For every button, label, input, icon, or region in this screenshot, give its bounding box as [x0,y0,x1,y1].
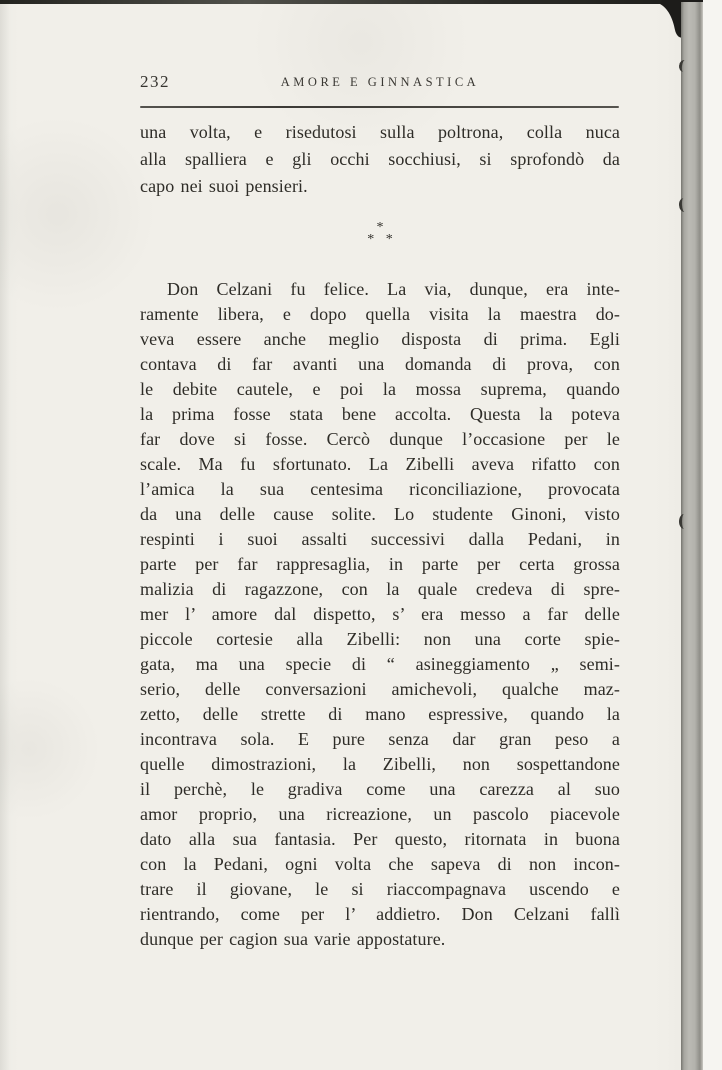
text-line: ramente libera, e dopo quella visita la maestra do- [140,304,620,324]
text-line: capo nei suoi pensieri. [140,176,308,196]
page-top-edge [0,0,704,4]
page-right-margin [703,0,722,1070]
edge-nick [678,59,690,72]
text-line: scale. Ma fu sfortunato. La Zibelli aveva rifatto con [140,454,620,474]
text-line: serio, delle conversazioni amichevoli, qualche maz- [140,679,620,699]
text-line: veva essere anche meglio disposta di prima. Egli [140,329,620,349]
text-line: malizia di ragazzone, con la quale credeva di spre- [140,579,620,599]
text-line: zetto, delle strette di mano espressive, quando la [140,704,620,724]
asterisk-icon: * [376,220,384,235]
page-header [140,72,620,98]
text-line: mer l’ amore dal dispetto, s’ era messo a far delle [140,604,620,624]
text-line: Don Celzani fu felice. La via, dunque, era inte- [167,279,620,299]
text-line: l’amica la sua centesima riconciliazione, provocata [140,479,620,499]
paragraph [140,277,620,952]
edge-nick [679,514,689,529]
header-rule [140,106,619,108]
asterisk-pair-icon: * * [367,232,397,247]
text-line: trare il giovane, le si riaccompagnava uscendo e [140,879,620,899]
text-line: da una delle cause solite. Lo studente Ginoni, visto [140,504,620,524]
text-line: contava di far avanti una domanda di prova, con [140,354,620,374]
section-divider [140,222,620,246]
running-title: AMORE E GINNASTICA [280,75,480,89]
text-line: il perchè, le gradiva come una carezza al suo [140,779,620,799]
paragraph [140,119,620,200]
text-line: parte per far rappresaglia, in parte per certa grossa [140,554,620,574]
book-edge-band [681,2,703,1070]
text-line: una volta, e risedutosi sulla poltrona, colla nuca [140,122,620,142]
text-line: incontrava sola. E pure senza dar gran peso a [140,729,620,749]
text-line: quelle dimostrazioni, la Zibelli, non sospettandone [140,754,620,774]
text-line: amor proprio, una ricreazione, un pascolo piacevole [140,804,620,824]
edge-nick [679,198,690,213]
text-line: dato alla sua fantasia. Per questo, ritornata in buona [140,829,620,849]
text-line: dunque per cagion sua varie appostature. [140,929,446,949]
text-line: la prima fosse stata bene accolta. Questa la poteva [140,404,620,424]
text-line: gata, ma una specie di “ asineggiamento „ semi- [140,654,620,674]
text-line: alla spalliera e gli occhi socchiusi, si sprofondò da [140,149,620,169]
text-line: piccole cortesie alla Zibelli: non una corte spie- [140,629,620,649]
text-line: far dove si fosse. Cercò dunque l’occasione per le [140,429,620,449]
text-line: con la Pedani, ogni volta che sapeva di non incon- [140,854,620,874]
text-line: rientrando, come per l’ addietro. Don Celzani fallì [140,904,620,924]
text-line: le debite cautele, e poi la mossa suprema, quando [140,379,620,399]
page-left-shade [0,0,10,1070]
text-line: respinti i suoi assalti successivi dalla Pedani, in [140,529,620,549]
page-number: 232 [140,72,170,91]
